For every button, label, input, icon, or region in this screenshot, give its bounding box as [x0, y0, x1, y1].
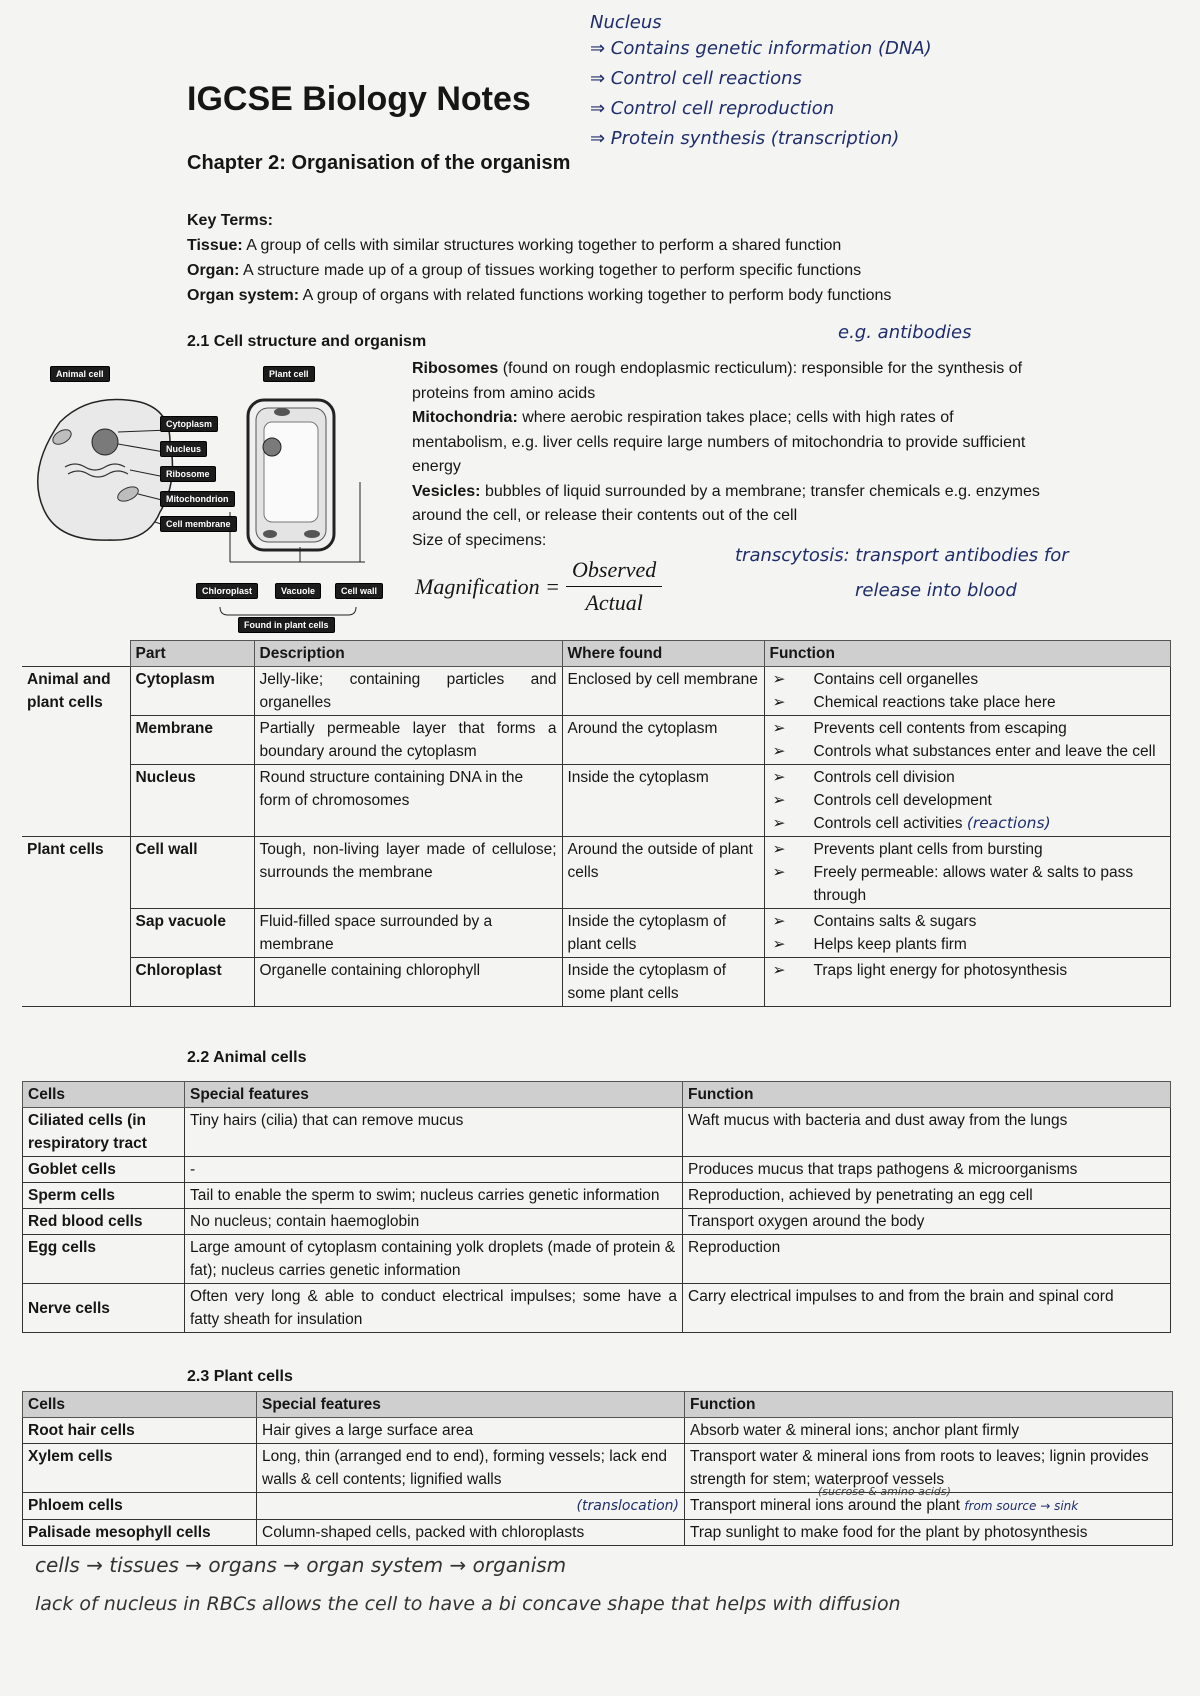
handwritten-eg-antibodies: e.g. antibodies — [838, 322, 972, 343]
cell-name: Sperm cells — [23, 1183, 185, 1209]
key-term-row — [187, 258, 1147, 283]
plant-nucleus — [263, 438, 281, 456]
cell-function: Produces mucus that traps pathogens & microorganisms — [683, 1157, 1171, 1183]
cell-name: Phloem cells — [23, 1493, 257, 1520]
ribosomes-text: (found on rough endoplasmic recticulum): responsible for the synthesis of proteins from amino acids — [412, 360, 1023, 402]
handwritten-point: ⇒ Protein synthesis (transcription) — [590, 128, 900, 149]
table-row — [23, 1235, 1171, 1284]
function-item: ➢ Prevents cell contents from escaping — [770, 717, 1165, 740]
function-item: ➢ Prevents plant cells from bursting — [770, 838, 1165, 861]
handwritten-point: ⇒ Contains genetic information (DNA) — [590, 38, 932, 59]
organelle-notes — [412, 357, 1052, 553]
diagram-label-found-in-plant: Found in plant cells — [238, 617, 335, 633]
cell-name: Xylem cells — [23, 1444, 257, 1493]
table-header-row — [23, 1392, 1173, 1418]
mitochondria-term: Mitochondria: — [412, 409, 518, 426]
vesicles-note — [412, 480, 1052, 529]
table-row — [22, 716, 1170, 765]
part-name: Cytoplasm — [130, 667, 254, 716]
function-item: ➢ Controls cell development — [770, 789, 1165, 812]
key-term: Tissue: — [187, 237, 243, 254]
table-header: Where found — [562, 641, 764, 667]
formula-left: Magnification = — [415, 573, 560, 599]
key-term-definition: A group of organs with related functions working together to perform body functions — [299, 287, 892, 304]
key-term-definition: A structure made up of a group of tissues working together to perform specific functions — [239, 262, 862, 279]
cell-features: Column-shaped cells, packed with chloroplasts — [257, 1520, 685, 1546]
cell-features: Hair gives a large surface area — [257, 1418, 685, 1444]
part-functions — [764, 837, 1170, 909]
part-functions — [764, 909, 1170, 958]
cell-function: Waft mucus with bacteria and dust away from the lungs — [683, 1108, 1171, 1157]
function-item: ➢ Freely permeable: allows water & salts to pass through — [770, 861, 1165, 907]
diagram-label-mitochondrion: Mitochondrion — [160, 491, 235, 507]
cell-function: Absorb water & mineral ions; anchor plant firmly — [685, 1418, 1173, 1444]
key-term-definition: A group of cells with similar structures working together to perform a shared function — [242, 237, 842, 254]
table-header-row — [22, 641, 1170, 667]
key-term: Organ: — [187, 262, 240, 279]
animal-cells-table — [22, 1081, 1171, 1333]
mitochondria-text: where aerobic respiration takes place; cells with high rates of mentabolism, e.g. liver cells require large numbers of mitochondria to provide sufficient energy — [412, 409, 1026, 475]
group-label: Plant cells — [22, 837, 130, 1007]
section-2-2-heading: 2.2 Animal cells — [187, 1049, 307, 1066]
diagram-label-cell-membrane: Cell membrane — [160, 516, 237, 532]
function-text: Controls cell activities — [813, 815, 963, 832]
handwritten-sucrose: (sucrose & amino acids) — [818, 1485, 951, 1498]
cell-function: Reproduction — [683, 1235, 1171, 1284]
cell-name: Ciliated cells (in respiratory tract — [23, 1108, 185, 1157]
diagram-label-nucleus: Nucleus — [160, 441, 207, 457]
handwritten-heading: Nucleus — [590, 12, 662, 33]
part-where: Around the cytoplasm — [562, 716, 764, 765]
animal-cell-label: Animal cell — [50, 366, 110, 382]
function-item: ➢ Traps light energy for photosynthesis — [770, 959, 1165, 982]
part-where: Enclosed by cell membrane — [562, 667, 764, 716]
table-header: Function — [685, 1392, 1173, 1418]
function-item — [770, 812, 1165, 835]
cell-name: Nerve cells — [23, 1284, 185, 1333]
part-where: Around the outside of plant cells — [562, 837, 764, 909]
animal-cell-outline — [38, 400, 173, 541]
cell-function: Trap sunlight to make food for the plant by photosynthesis — [685, 1520, 1173, 1546]
page-title: IGCSE Biology Notes — [187, 80, 531, 118]
part-functions — [764, 667, 1170, 716]
table-row — [23, 1418, 1173, 1444]
table-row — [22, 837, 1170, 909]
cell-parts-table — [22, 640, 1171, 1007]
cell-name: Palisade mesophyll cells — [23, 1520, 257, 1546]
diagram-label-cell-wall: Cell wall — [335, 583, 383, 599]
table-row — [23, 1444, 1173, 1493]
size-of-specimens: Size of specimens: — [412, 531, 547, 549]
vesicles-term: Vesicles: — [412, 482, 481, 500]
table-row — [23, 1493, 1173, 1520]
found-bracket — [220, 607, 356, 615]
table-header: Function — [764, 641, 1170, 667]
handwritten-source-sink: from source → sink — [964, 1499, 1079, 1513]
key-term-row — [187, 283, 1147, 308]
handwritten-point: ⇒ Control cell reproduction — [590, 98, 835, 119]
cell-function: Transport oxygen around the body — [683, 1209, 1171, 1235]
table-row — [23, 1157, 1171, 1183]
function-item: ➢ Controls what substances enter and leave the cell — [770, 740, 1165, 763]
key-term-row — [187, 233, 1147, 258]
cell-features: - — [185, 1157, 683, 1183]
vesicles-text: bubbles of liquid surrounded by a membrane; transfer chemicals e.g. enzymes around the cell, or release their contents out of the cell — [412, 482, 1040, 524]
cell-features: Large amount of cytoplasm containing yolk droplets (made of protein & fat); nucleus carries genetic information — [185, 1235, 683, 1284]
table-header: Description — [254, 641, 562, 667]
function-item: ➢ Contains cell organelles — [770, 668, 1165, 691]
cell-diagram — [20, 362, 400, 642]
formula-denominator: Actual — [585, 590, 643, 615]
handwritten-transcytosis-2: release into blood — [855, 580, 1017, 601]
cell-features: Long, thin (arranged end to end), forming vessels; lack end walls & cell contents; lignified walls — [257, 1444, 685, 1493]
table-row — [23, 1108, 1171, 1157]
cell-name: Root hair cells — [23, 1418, 257, 1444]
part-functions — [764, 716, 1170, 765]
diagram-label-cytoplasm: Cytoplasm — [160, 416, 218, 432]
handwritten-point: ⇒ Control cell reactions — [590, 68, 802, 89]
handwritten-reactions: (reactions) — [966, 814, 1051, 832]
cell-name: Egg cells — [23, 1235, 185, 1284]
table-row — [23, 1284, 1171, 1333]
key-term: Organ system: — [187, 287, 300, 304]
cell-features: No nucleus; contain haemoglobin — [185, 1209, 683, 1235]
table-header: Function — [683, 1082, 1171, 1108]
part-where: Inside the cytoplasm — [562, 765, 764, 837]
part-description: Partially permeable layer that forms a boundary around the cytoplasm — [254, 716, 562, 765]
part-name: Nucleus — [130, 765, 254, 837]
cell-features: Tail to enable the sperm to swim; nucleus carries genetic information — [185, 1183, 683, 1209]
part-description: Organelle containing chlorophyll — [254, 958, 562, 1007]
part-name: Membrane — [130, 716, 254, 765]
table-row — [22, 909, 1170, 958]
formula-fraction — [566, 557, 662, 616]
key-terms-heading: Key Terms: — [187, 212, 273, 229]
table-header: Special features — [257, 1392, 685, 1418]
section-2-1-heading: 2.1 Cell structure and organism — [187, 333, 427, 350]
part-where: Inside the cytoplasm of plant cells — [562, 909, 764, 958]
group-label: Animal and plant cells — [22, 667, 130, 837]
plant-vacuole — [264, 422, 318, 522]
cell-features: Tiny hairs (cilia) that can remove mucus — [185, 1108, 683, 1157]
table-header: Cells — [23, 1082, 185, 1108]
plant-cells-table — [22, 1391, 1173, 1546]
part-description: Jelly-like; containing particles and organelles — [254, 667, 562, 716]
part-functions — [764, 958, 1170, 1007]
ribosomes-term: Ribosomes — [412, 360, 499, 377]
formula-numerator: Observed — [566, 557, 662, 587]
function-item: ➢ Contains salts & sugars — [770, 910, 1165, 933]
chloroplast — [274, 408, 290, 416]
function-item: ➢ Chemical reactions take place here — [770, 691, 1165, 714]
handwritten-translocation: (translocation) — [576, 1498, 679, 1514]
chloroplast — [304, 530, 320, 538]
function-item: ➢ Helps keep plants firm — [770, 933, 1165, 956]
mitochondria-note — [412, 406, 1052, 480]
section-2-3-heading: 2.3 Plant cells — [187, 1368, 293, 1385]
table-header-blank — [22, 641, 130, 667]
diagram-label-chloroplast: Chloroplast — [196, 583, 258, 599]
table-row — [22, 667, 1170, 716]
part-functions — [764, 765, 1170, 837]
table-header: Special features — [185, 1082, 683, 1108]
plant-cell-label: Plant cell — [263, 366, 315, 382]
cell-features: Often very long & able to conduct electrical impulses; some have a fatty sheath for insulation — [185, 1284, 683, 1333]
handwritten-transcytosis-1: transcytosis: transport antibodies for — [735, 545, 1069, 566]
part-description: Fluid-filled space surrounded by a membrane — [254, 909, 562, 958]
table-header: Cells — [23, 1392, 257, 1418]
cell-name: Goblet cells — [23, 1157, 185, 1183]
table-row — [22, 958, 1170, 1007]
diagram-label-ribosome: Ribosome — [160, 466, 216, 482]
part-description: Round structure containing DNA in the form of chromosomes — [254, 765, 562, 837]
function-item: ➢ Controls cell division — [770, 766, 1165, 789]
part-description: Tough, non-living layer made of cellulose; surrounds the membrane — [254, 837, 562, 909]
part-where: Inside the cytoplasm of some plant cells — [562, 958, 764, 1007]
chapter-title: Chapter 2: Organisation of the organism — [187, 152, 571, 174]
magnification-formula — [415, 557, 662, 616]
part-name: Cell wall — [130, 837, 254, 909]
table-row — [23, 1209, 1171, 1235]
table-row — [23, 1520, 1173, 1546]
key-terms — [187, 208, 1147, 308]
handwritten-rbc-note: lack of nucleus in RBCs allows the cell to have a bi concave shape that helps with diffusion — [35, 1593, 901, 1615]
cell-name: Red blood cells — [23, 1209, 185, 1235]
diagram-label-vacuole: Vacuole — [275, 583, 321, 599]
table-header-row — [23, 1082, 1171, 1108]
handwritten-hierarchy: cells → tissues → organs → organ system → organism — [35, 1553, 567, 1577]
part-name: Sap vacuole — [130, 909, 254, 958]
cell-function: Carry electrical impulses to and from the brain and spinal cord — [683, 1284, 1171, 1333]
cell-function: Transport water & mineral ions from roots to leaves; lignin provides strength for stem; waterproof vessels — [685, 1444, 1173, 1493]
ribosomes-note — [412, 357, 1052, 406]
chloroplast — [263, 530, 277, 538]
handwritten-nucleus-notes — [590, 8, 932, 154]
cell-features — [257, 1493, 685, 1520]
animal-nucleus — [92, 429, 118, 455]
cell-function: Reproduction, achieved by penetrating an egg cell — [683, 1183, 1171, 1209]
cell-function-text: Transport mineral ions around the plant — [690, 1497, 960, 1514]
table-row — [22, 765, 1170, 837]
part-name: Chloroplast — [130, 958, 254, 1007]
table-row — [23, 1183, 1171, 1209]
table-header: Part — [130, 641, 254, 667]
